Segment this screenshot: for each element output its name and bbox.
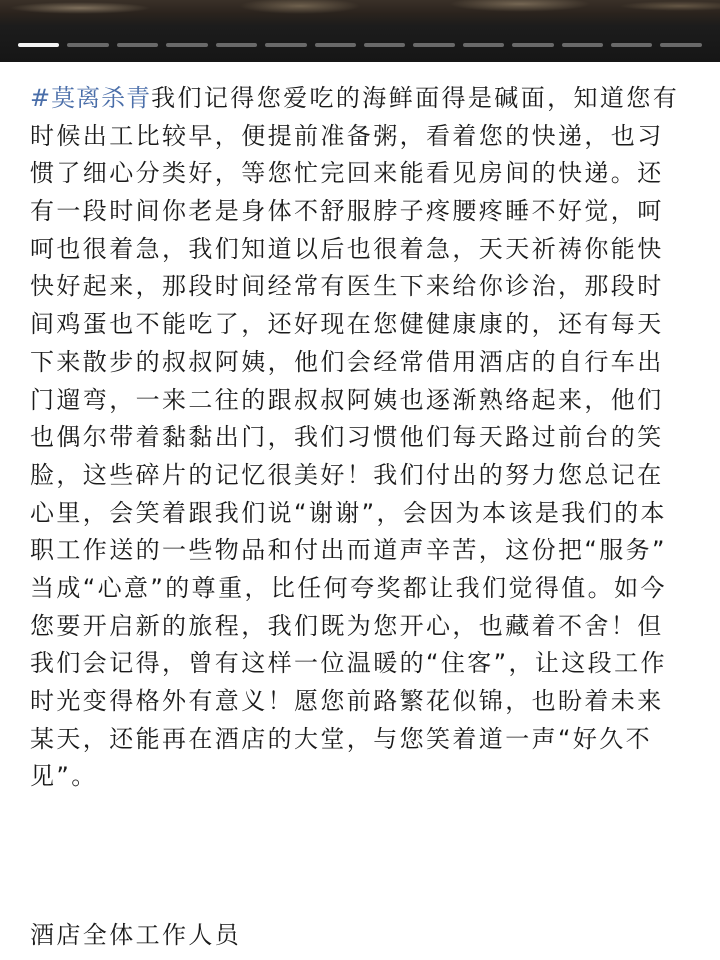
post-text-line: 有一段时间你老是身体不舒服脖子疼腰疼睡不好觉，呵: [30, 197, 664, 226]
post-text-line: 下来散步的叔叔阿姨，他们会经常借用酒店的自行车出: [30, 347, 664, 376]
pager-dot: [611, 43, 652, 47]
post-text-line: 呵也很着急，我们知道以后也很着急，天天祈祷你能快: [30, 234, 664, 263]
pager-dot: [117, 43, 158, 47]
post-text-line: 见”。: [30, 762, 98, 791]
pager-dot: [413, 43, 454, 47]
post-text-line: 职工作送的一些物品和付出而道声辛苦，这份把“服务”: [30, 536, 667, 565]
pager-dot: [166, 43, 207, 47]
post-text-line: 快好起来，那段时间经常有医生下来给你诊治，那段时: [30, 272, 664, 301]
post-text-line: 惯了细心分类好，等您忙完回来能看见房间的快递。还: [30, 159, 664, 188]
pager-dot: [67, 43, 108, 47]
post-text-line: 门遛弯，一来二往的跟叔叔阿姨也逐渐熟络起来，他们: [30, 385, 664, 414]
pager-dot: [216, 43, 257, 47]
post-image[interactable]: [0, 0, 720, 62]
post-text-line: 心里，会笑着跟我们说“谢谢”，会因为本该是我们的本: [30, 498, 667, 527]
post-text-line: 我们会记得，曾有这样一位温暖的“住客”，让这段工作: [30, 649, 667, 678]
pager-dot: [265, 43, 306, 47]
post-body-text: [30, 80, 700, 796]
post-text-line: 当成“心意”的尊重，比任何夸奖都让我们觉得值。如今: [30, 573, 667, 602]
topic-hashtag-link[interactable]: #莫离杀青: [30, 84, 152, 112]
pager-dot: [364, 43, 405, 47]
post-text-line-content: 我们记得您爱吃的海鲜面得是碱面，知道您有: [151, 84, 680, 112]
post-signature: 酒店全体工作人员: [30, 921, 242, 949]
pager-dot: [18, 43, 59, 47]
post-text-line: 您要开启新的旅程，我们既为您开心，也藏着不舍！但: [30, 611, 664, 640]
post-text-line: 也偶尔带着黏黏出门，我们习惯他们每天路过前台的笑: [30, 423, 664, 452]
pager-dot: [512, 43, 553, 47]
post-text-line: 间鸡蛋也不能吃了，还好现在您健健康康的，还有每天: [30, 310, 664, 339]
post-text-line: 脸，这些碎片的记忆很美好！我们付出的努力您总记在: [30, 460, 664, 489]
post-text-line: 某天，还能再在酒店的大堂，与您笑着道一声“好久不: [30, 724, 653, 753]
pager-dot: [315, 43, 356, 47]
pager-dot: [463, 43, 504, 47]
post-text-line: [30, 80, 700, 118]
post-text-line: 时光变得格外有意义！愿您前路繁花似锦，也盼着未来: [30, 687, 664, 715]
pager-dot: [562, 43, 603, 47]
post-text-line: 时候出工比较早，便提前准备粥，看着您的快递，也习: [30, 121, 664, 150]
pager-dot: [660, 43, 701, 47]
image-pager: [18, 43, 702, 47]
